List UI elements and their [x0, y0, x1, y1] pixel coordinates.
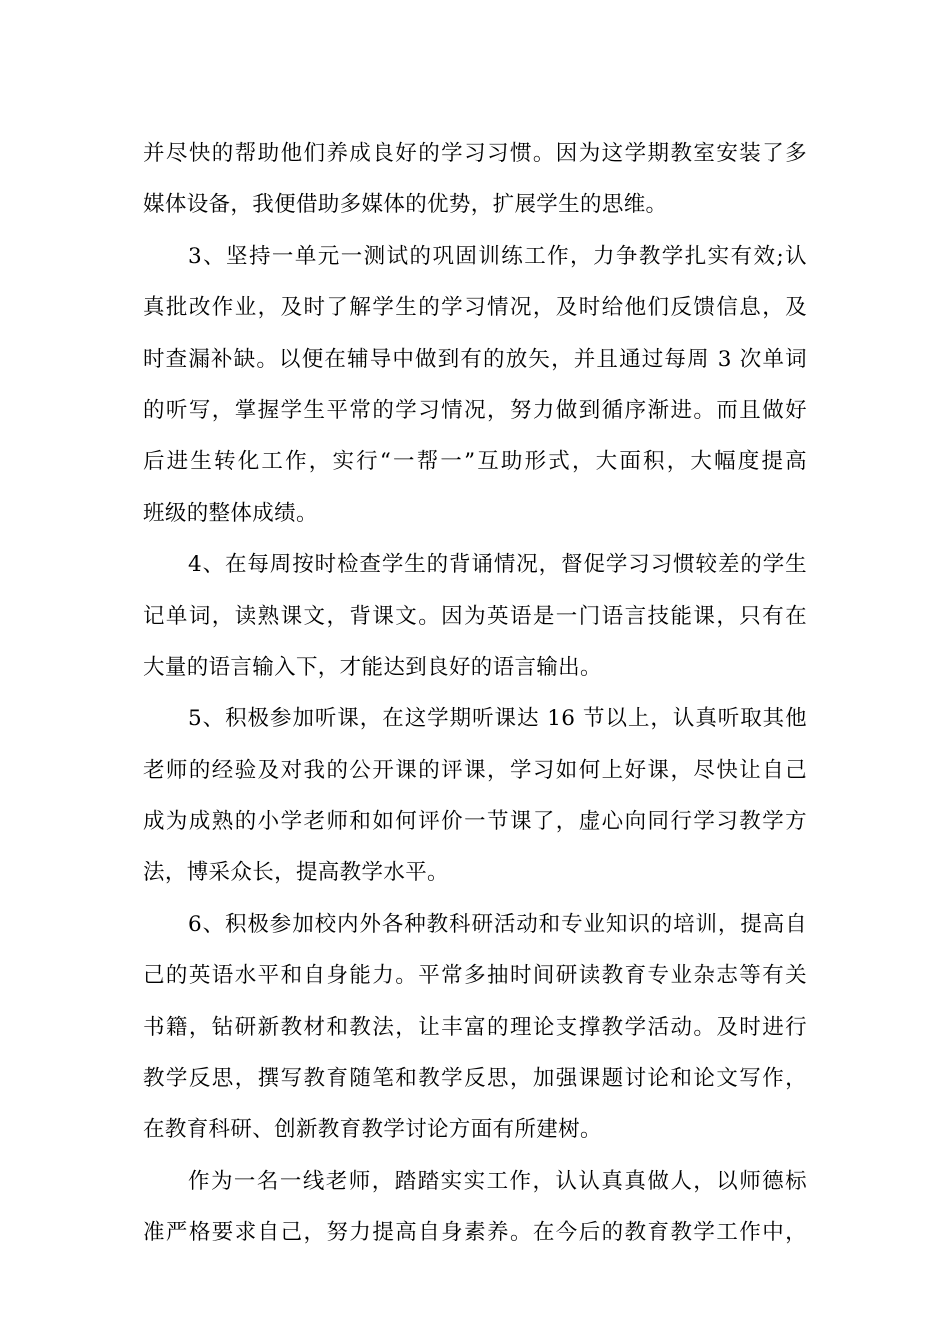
document-body [143, 128, 807, 1259]
text-line: 6、积极参加校内外各种教科研活动和专业知识的培训，提高自 [188, 911, 807, 937]
text-line: 老师的经验及对我的公开课的评课，学习如何上好课，尽快让自己 [143, 757, 807, 783]
text-line: 真批改作业，及时了解学生的学习情况，及时给他们反馈信息，及 [143, 295, 807, 321]
text-line: 己的英语水平和自身能力。平常多抽时间研读教育专业杂志等有关 [143, 963, 807, 989]
text-line: 3、坚持一单元一测试的巩固训练工作，力争教学扎实有效;认 [188, 243, 807, 269]
text-line: 时查漏补缺。以便在辅导中做到有的放矢，并且通过每周 3 次单词 [143, 346, 807, 372]
text-line: 作为一名一线老师，踏踏实实工作，认认真真做人，以师德标 [188, 1168, 807, 1194]
text-line: 成为成熟的小学老师和如何评价一节课了，虚心向同行学习教学方 [143, 809, 807, 835]
text-line: 大量的语言输入下，才能达到良好的语言输出。 [143, 654, 602, 680]
text-line: 教学反思，撰写教育随笔和教学反思，加强课题讨论和论文写作， [143, 1066, 807, 1092]
text-line: 书籍，钻研新教材和教法，让丰富的理论支撑教学活动。及时进行 [143, 1014, 807, 1040]
text-line: 的听写，掌握学生平常的学习情况，努力做到循序渐进。而且做好 [143, 397, 807, 423]
text-line: 媒体设备，我便借助多媒体的优势，扩展学生的思维。 [143, 192, 668, 218]
text-line: 后进生转化工作，实行“一帮一”互助形式，大面积，大幅度提高 [143, 449, 807, 475]
text-line: 记单词，读熟课文，背课文。因为英语是一门语言技能课，只有在 [143, 603, 807, 629]
text-line: 法，博采众长，提高教学水平。 [143, 860, 449, 886]
text-line: 4、在每周按时检查学生的背诵情况，督促学习习惯较差的学生 [188, 552, 807, 578]
text-line: 准严格要求自己，努力提高自身素养。在今后的教育教学工作中， [143, 1220, 807, 1246]
text-line: 在教育科研、创新教育教学讨论方面有所建树。 [143, 1117, 602, 1143]
text-line: 班级的整体成绩。 [143, 500, 318, 526]
text-line: 5、积极参加听课，在这学期听课达 16 节以上，认真听取其他 [188, 706, 807, 732]
text-line: 并尽快的帮助他们养成良好的学习习惯。因为这学期教室安装了多 [143, 141, 807, 166]
